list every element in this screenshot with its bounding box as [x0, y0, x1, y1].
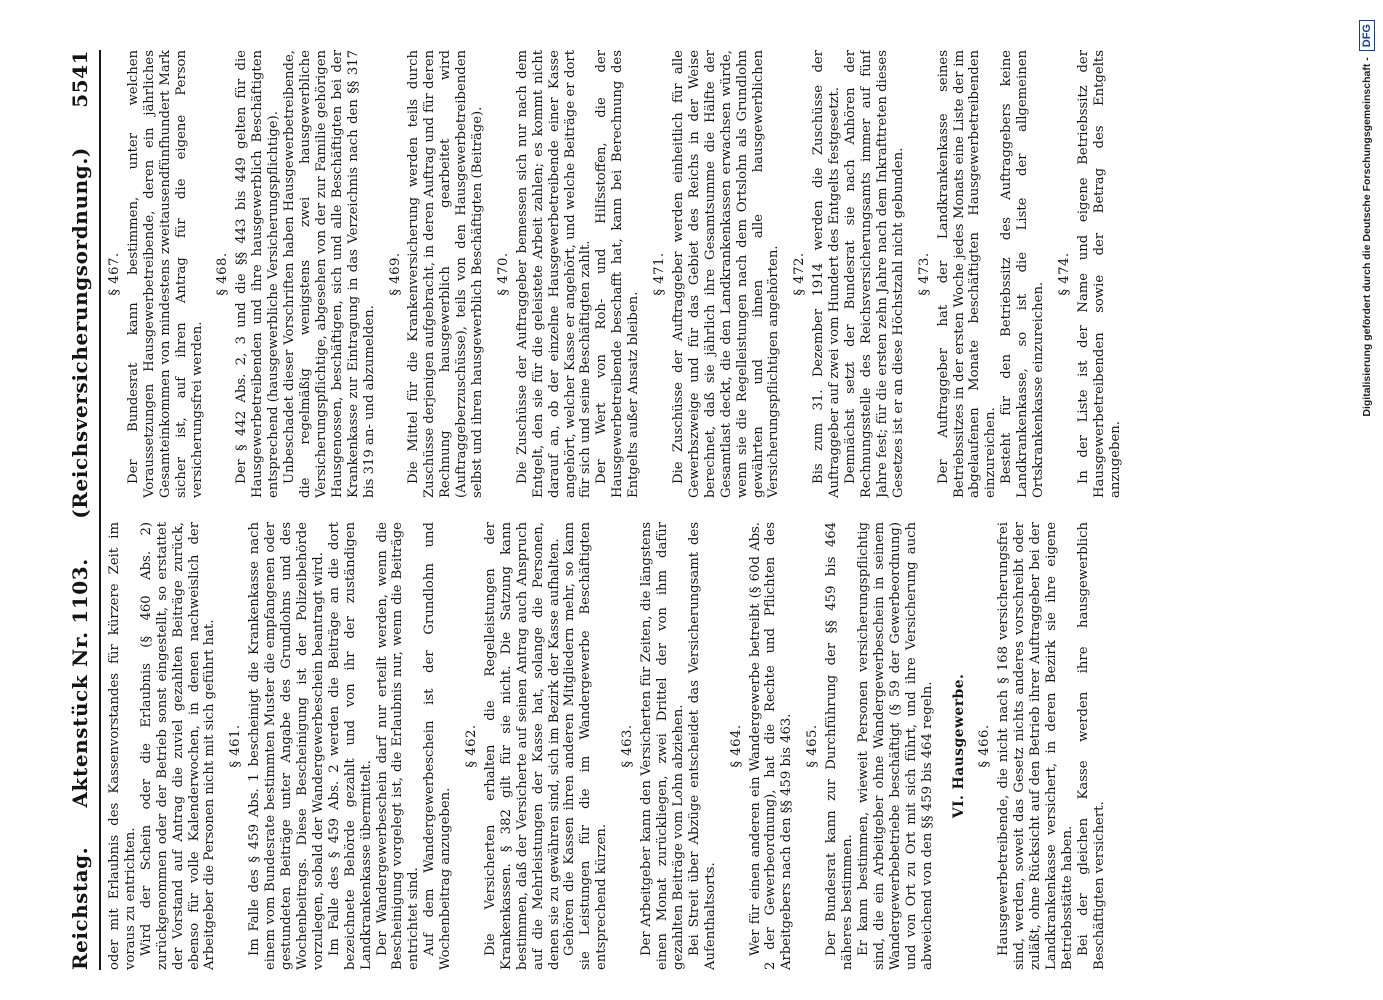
paragraph: Im Falle des § 459 Abs. 2 werden die Beiträge an die dort bezeichnete Behörde gezahlt und von ihr der zuständigen Landkrankenkasse übermittelt.	[326, 522, 374, 970]
paragraph: Gehören die Kassen ihren anderen Mitgliedern mehr, so kann sie Leistungen für die im Wandergewerbe Beschäftigten entsprechend kürzen.	[562, 522, 610, 970]
paragraph: Unbeschadet dieser Vorschriften haben Hausgewerbetreibende, die regelmäßig wenigstens zwei hausgewerbliche Versicherungspflichtige, abgesehen von der zur Familie gehörigen Hausgenossen, beschäftigen, sich und alle Beschäftigten bei der Krankenkasse zur Eintragung in das Verzeichnis nach den §§ 317 bis 319 an- und abzumelden.	[282, 50, 377, 498]
section-heading: § 464.	[728, 724, 744, 768]
paragraph: Bei der gleichen Kasse werden ihre hausgewerblich Beschäftigten versichert.	[1075, 522, 1107, 970]
paragraph: Er kann bestimmen, wieweit Personen versicherungspflichtig sind, die ein Arbeitgeber ohne Wandergewerbeschein in seinem Wandergewerbebetriebe beschäftigt (§ 59 der Gewerbeordnung) und von Ort zu Ort mit sich führt, und ihre Versicherung auch abweichend von den §§ 459 bis 464 regeln.	[855, 522, 935, 970]
section-heading: § 472.	[792, 252, 808, 296]
section-heading: § 473.	[916, 252, 932, 296]
section-heading: § 470.	[495, 252, 511, 296]
paragraph: Hausgewerbetreibende, die nicht nach § 168 versicherungsfrei sind, werden, soweit das Gesetz nichts anderes vorschreibt oder zuläßt, ohne Rücksicht auf den Betrieb ihrer Auftraggeber bei der Landkrankenkasse versichert, in deren Bezirk sie ihre eigene Betriebsstätte haben.	[996, 522, 1075, 970]
column-left	[107, 522, 1327, 970]
section-heading: § 469.	[387, 252, 403, 296]
paragraph: Die Zuschüsse der Auftraggeber bemessen sich nur nach dem Entgelt, den sie für die geleistete Arbeit zahlen; es kommt nicht darauf an, ob der einzelne Hausgewerbetreibende einer Kasse angehört, welcher Kasse er angehört, und welche Beiträge er dort für sich und seine Beschäftigten zahlt.	[514, 50, 594, 498]
paragraph: Demnächst setzt der Bundesrat sie nach Anhören der Rechnungsstelle des Reichsversicherungsamts immer auf fünf Jahre fest; für die ersten zehn Jahre nach dem Inkrafttreten dieses Gesetzes ist er an diese Höchstzahl nicht gebunden.	[843, 50, 906, 498]
section-heading: § 465.	[805, 724, 821, 768]
running-head-subtitle: (Reichsversicherungsordnung.)	[68, 147, 92, 519]
chapter-heading: VI. Hausgewerbe.	[950, 673, 967, 819]
paragraph: In der Liste ist der Name und eigene Betriebssitz der Hausgewerbetreibenden sowie der Betrag des Entgelts anzugeben.	[1075, 50, 1123, 498]
column-right	[107, 50, 1327, 498]
page-number: 5541	[68, 50, 92, 108]
paragraph: Der Bundesrat kann zur Durchführung der §§ 459 bis 464 näheres bestimmen.	[824, 522, 856, 970]
paragraph: Auf dem Wandergewerbeschein ist der Grundlohn und Wochenbeitrag anzugeben.	[422, 522, 454, 970]
head-rule	[99, 50, 101, 970]
paragraph: oder mit Erlaubnis des Kassenvorstandes für kürzere Zeit im voraus zu entrichten.	[107, 522, 138, 970]
running-head-document-number: Aktenstück Nr. 1103.	[68, 558, 92, 808]
paragraph: Im Falle des § 459 Abs. 1 bescheinigt die Krankenkasse nach einem vom Bundesrate bestimmten Muster die empfangenen oder gestundeten Beiträge unter Angabe des Grundlohns und des Wochenbeitrags. Diese Bescheinigung ist der Polizeibehörde vorzulegen, sobald der Wandergewerbeschein beantragt wird.	[247, 522, 326, 970]
paragraph: Die Mittel für die Krankenversicherung werden teils durch Zuschüsse derjenigen aufgebracht, in deren Auftrag und für deren Rechnung hausgewerblich gearbeitet wird (Auftraggeberzuschüsse), teils von den Hausgewerbetreibenden selbst und ihren hausgewerblich Beschäftigten (Beiträge).	[406, 50, 486, 498]
digitization-credit	[1357, 20, 1377, 990]
section-heading: § 463.	[620, 724, 636, 768]
digitization-credit-text: Digitalisierung gefördert durch die Deutsche Forschungsgemeinschaft -	[1361, 57, 1373, 417]
section-heading: § 467.	[107, 252, 122, 296]
paragraph: Wer für einen anderen ein Wandergewerbe betreibt (§ 60d Abs. 2 der Gewerbeordnung), hat die Rechte und Pflichten des Arbeitgebers nach den §§ 459 bis 463.	[747, 522, 795, 970]
section-heading: § 461.	[228, 724, 244, 768]
paragraph: Wird der Schein oder die Erlaubnis (§ 460 Abs. 2) zurückgenommen oder der Betrieb sonst eingestellt, so erstattet der Vorstand auf Antrag die zuviel gezahlten Beiträge zurück, ebenso für volle Kalenderwochen, in denen nachweislich der Arbeitgeber die Personen nicht mit sich geführt hat.	[138, 522, 218, 970]
running-head	[65, 50, 95, 970]
section-heading: § 468.	[215, 252, 231, 296]
document-page	[65, 50, 1335, 970]
paragraph: Der Wert von Roh- und Hilfsstoffen, die der Hausgewerbetreibende beschafft hat, kann bei Berechnung des Entgelts außer Ansatz bleiben.	[594, 50, 642, 498]
paragraph: Bei Streit über Abzüge entscheidet das Versicherungsamt des Aufenthaltsorts.	[686, 522, 718, 970]
running-head-left: Reichstag.	[68, 846, 92, 970]
paragraph: Bis zum 31. Dezember 1914 werden die Zuschüsse der Auftraggeber auf zwei vom Hundert des Entgelts festgesetzt.	[811, 50, 843, 498]
paragraph: Die Versicherten erhalten die Regelleistungen der Krankenkassen. § 382 gilt für sie nicht. Die Satzung kann bestimmen, daß der Versicherte auf seinen Antrag auch Anspruch auf die Mehrleistungen der Kasse hat, solange die Personen, denen sie zu gewähren sind, sich im Bezirk der Kasse aufhalten.	[482, 522, 562, 970]
text-columns	[107, 50, 1327, 970]
paragraph: Der Wandergewerbeschein darf nur erteilt werden, wenn die Bescheinigung vorgelegt ist, die Erlaubnis nur, wenn die Beiträge entrichtet sind.	[374, 522, 422, 970]
section-heading: § 474.	[1056, 252, 1072, 296]
dfg-logo: DFG	[1359, 20, 1375, 51]
paragraph: Besteht für den Betriebssitz des Auftraggebers keine Landkrankenkasse, so ist die Liste der allgemeinen Ortskrankenkasse einzureichen.	[999, 50, 1047, 498]
paragraph: Der Auftraggeber hat der Landkrankenkasse seines Betriebssitzes in der ersten Woche jedes Monats eine Liste der im abgelaufenen Monate beschäftigten Hausgewerbetreibenden einzureichen.	[935, 50, 999, 498]
section-heading: § 471.	[652, 252, 668, 296]
paragraph: Der § 442 Abs. 2, 3 und die §§ 443 bis 449 gelten für die Hausgewerbetreibenden und ihre hausgewerblich Beschäftigten entsprechend (hausgewerbliche Versicherungspflichtige).	[234, 50, 282, 498]
paragraph: Der Arbeitgeber kann den Versicherten für Zeiten, die längstens einen Monat zurückliegen, zwei Drittel der von ihm dafür gezahlten Beiträge vom Lohn abziehen.	[639, 522, 686, 970]
section-heading: § 466.	[977, 724, 993, 768]
section-heading: § 462.	[464, 724, 480, 768]
paragraph: Die Zuschüsse der Auftraggeber werden einheitlich für alle Gewerbszweige und für das Gebiet des Reichs in der Weise berechnet, daß sie jährlich ihre Gesamtsumme die Hälfte der Gesamtlast deckt, die den Landkrankenkassen erwachsen würde, wenn sie die Regelleistungen nach dem Ortslohn als Grundlohn gewährten und ihnen alle hausgewerblichen Versicherungspflichtigen angehörten.	[671, 50, 782, 498]
paragraph: Der Bundesrat kann bestimmen, unter welchen Voraussetzungen Hausgewerbetreibende, deren ein jährliches Gesamteinkommen von mindestens zweitausendfünfhundert Mark sicher ist, auf ihren Antrag für die eigene Person versicherungsfrei werden.	[125, 50, 205, 498]
